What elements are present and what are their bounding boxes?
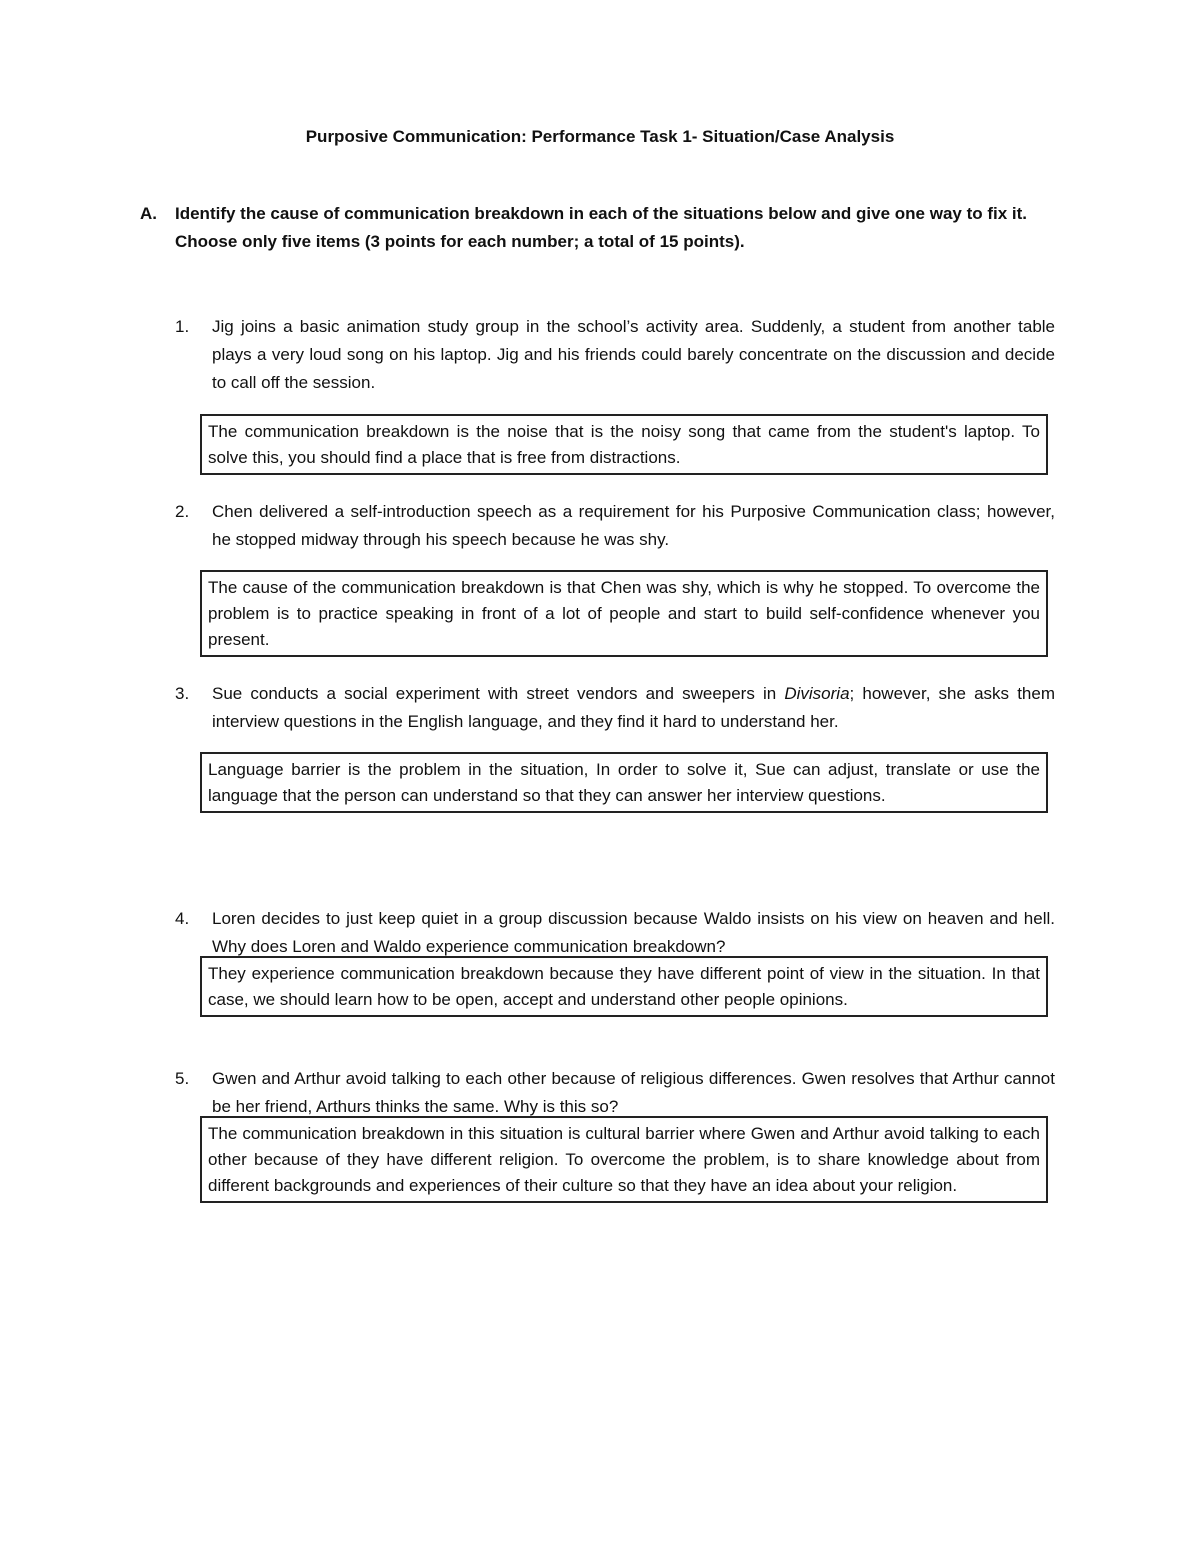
question-item-1 bbox=[175, 313, 1055, 397]
answer-box-4: They experience communication breakdown because they have different point of view in the situation. In that case, we should learn how to be open, accept and understand other people opinions. bbox=[200, 956, 1048, 1017]
question-text: Chen delivered a self-introduction speech as a requirement for his Purposive Communication class; however, he stopped midway through his speech because he was shy. bbox=[212, 502, 1055, 549]
place-name-italic: Divisoria bbox=[784, 684, 850, 703]
section-instruction-text: Identify the cause of communication breakdown in each of the situations below and give one way to fix it. Choose only five items (3 points for each number; a total of 15 points). bbox=[175, 204, 1028, 251]
question-number: 1. bbox=[175, 317, 190, 336]
question-text: Jig joins a basic animation study group in the school’s activity area. Suddenly, a student from another table plays a very loud song on his laptop. Jig and his friends could barely concentrate on the discussion and decide to call off the session. bbox=[212, 317, 1055, 392]
answer-box-1: The communication breakdown is the noise that is the noisy song that came from the student's laptop. To solve this, you should find a place that is free from distractions. bbox=[200, 414, 1048, 475]
page-title: Purposive Communication: Performance Task 1- Situation/Case Analysis bbox=[305, 127, 895, 146]
question-item-2 bbox=[175, 498, 1055, 554]
answer-box-5: The communication breakdown in this situation is cultural barrier where Gwen and Arthur avoid talking to each other because of they have different religion. To overcome the problem, is to share knowledge about from different backgrounds and experiences of their culture so that they have an idea about your religion. bbox=[200, 1116, 1048, 1203]
question-number: 3. bbox=[175, 684, 190, 703]
question-number: 5. bbox=[175, 1069, 190, 1088]
question-text: Loren decides to just keep quiet in a group discussion because Waldo insists on his view on heaven and hell. Why does Loren and Waldo experience communication breakdown? bbox=[212, 909, 1055, 956]
question-text bbox=[212, 680, 1055, 736]
question-text: Gwen and Arthur avoid talking to each other because of religious differences. Gwen resolves that Arthur cannot be her friend, Arthurs thinks the same. Why is this so? bbox=[212, 1069, 1055, 1116]
question-number: 2. bbox=[175, 502, 190, 521]
section-letter: A. bbox=[140, 204, 157, 223]
question-text-start: Sue conducts a social experiment with street vendors and sweepers in bbox=[212, 684, 785, 703]
answer-box-2: The cause of the communication breakdown is that Chen was shy, which is why he stopped. To overcome the problem is to practice speaking in front of a lot of people and start to build self-confidence whenever you present. bbox=[200, 570, 1048, 657]
question-item-4 bbox=[175, 905, 1055, 961]
section-a-instruction bbox=[140, 200, 1060, 256]
answer-box-3: Language barrier is the problem in the situation, In order to solve it, Sue can adjust, translate or use the language that the person can understand so that they can answer her interview questions. bbox=[200, 752, 1048, 813]
question-number: 4. bbox=[175, 909, 190, 928]
question-item-3 bbox=[175, 680, 1055, 736]
question-item-5 bbox=[175, 1065, 1055, 1121]
question-text-end: ; however, she asks them interview questions in the English language, and they find it hard to understand her. bbox=[212, 684, 1055, 731]
